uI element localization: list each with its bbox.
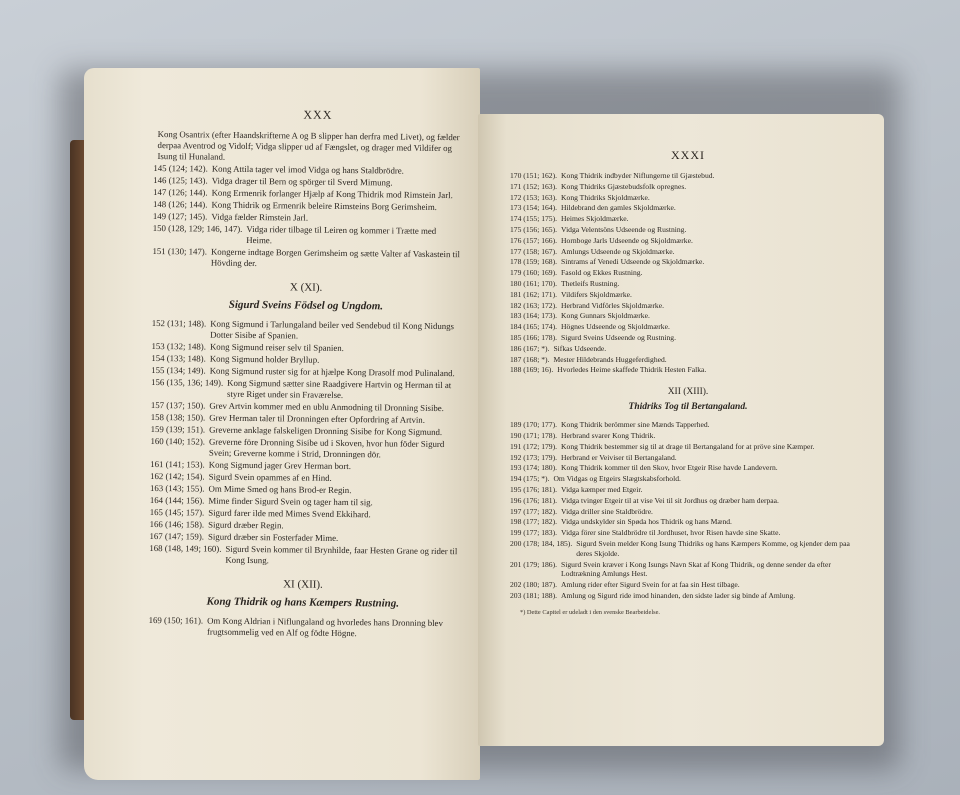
toc-entry	[510, 442, 866, 452]
entry-text: Amlungs Udseende og Skjoldmærke.	[561, 246, 675, 256]
toc-entry	[510, 539, 866, 559]
entry-ref: 171 (152; 163).	[510, 181, 558, 191]
entry-text: Kong Thidrik bestemmer sig til at drage til Bertangaland for at pröve sine Kæmper.	[561, 441, 815, 451]
toc-entry	[510, 247, 866, 257]
entry-ref: 170 (151; 162).	[510, 171, 558, 180]
toc-entry	[510, 268, 866, 278]
entry-ref: 160 (140; 152).	[150, 435, 206, 447]
entry-text: Kong Attila tager vel imod Vidga og hans Staldbrödre.	[211, 163, 404, 176]
entry-ref: 145 (124; 142).	[153, 162, 208, 174]
entry-ref: 165 (145; 157).	[149, 506, 205, 518]
entry-ref: 185 (166; 178).	[510, 332, 558, 342]
toc-entry	[510, 507, 866, 517]
entry-text: Om Vidgas og Etgeirs Slægtskabsforhold.	[553, 474, 681, 484]
toc-entry	[510, 474, 866, 484]
entry-ref: 164 (144; 156).	[149, 494, 205, 506]
toc-entry	[510, 257, 866, 267]
entry-ref: 146 (125; 143).	[153, 174, 208, 186]
entry-ref: 177 (158; 167).	[510, 246, 558, 256]
entry-ref: 148 (126; 144).	[152, 198, 208, 210]
entry-text: Greverne anklage falskeligen Dronning Sisibe for Kong Sigmund.	[209, 424, 443, 438]
entry-ref: 202 (180; 187).	[510, 580, 558, 590]
entry-ref: 180 (161; 170).	[510, 278, 558, 288]
entry-text: Fasold og Ekkes Rustning.	[561, 268, 643, 278]
entry-ref: 174 (155; 175).	[510, 214, 558, 224]
toc-entry	[510, 301, 866, 311]
entry-ref: 156 (135, 136; 149).	[151, 376, 224, 388]
entry-text: Greverne före Dronning Sisibe ud i Skoven, hvor hun föder Sigurd Svein; Greverne komme i Strid, Dronningen dör.	[208, 436, 445, 460]
entry-ref: 162 (142; 154).	[150, 470, 205, 482]
entry-text: Herbrand Vidförles Skjoldmærke.	[561, 300, 665, 310]
entry-text: Om Mime Smed og hans Brod-er Regin.	[208, 483, 352, 496]
toc-entry	[510, 171, 866, 181]
entry-text: Herbrand er Veiviser til Bertangaland.	[561, 452, 677, 462]
left-top-entries	[152, 129, 461, 271]
entry-text: Sigurd dræber Regin.	[208, 519, 284, 531]
section-subtitle: Thidriks Tog til Bertangaland.	[628, 402, 748, 413]
entry-text: Mime finder Sigurd Svein og tager ham til sig.	[208, 495, 373, 508]
toc-entry	[510, 560, 866, 580]
toc-entry	[510, 355, 866, 365]
entry-text: Kong Thidrik indbyder Niflungerne til Gjæstebud.	[561, 171, 715, 180]
entry-text: Thetleifs Rustning.	[561, 278, 620, 288]
toc-entry	[510, 591, 866, 601]
entry-text: Grev Herman taler til Dronningen efter Opfordring af Artvin.	[209, 412, 425, 425]
entry-ref: 181 (162; 171).	[510, 289, 558, 299]
entry-ref: 153 (132; 148).	[151, 340, 207, 352]
entry-ref: 176 (157; 166).	[510, 235, 558, 245]
entry-text: Kong Sigmund reiser selv til Spanien.	[209, 341, 344, 354]
entry-ref: 151 (130; 147).	[152, 245, 208, 257]
entry-ref: 178 (159; 168).	[510, 257, 558, 267]
entry-text: Kong Thidriks Skjoldmærke.	[561, 192, 650, 202]
entry-ref: 192 (173; 179).	[510, 452, 558, 462]
section-subtitle: Kong Thidrik og hans Kæmpers Rustning.	[206, 595, 400, 610]
entry-ref: 152 (131; 148).	[151, 317, 207, 329]
toc-entry	[510, 182, 866, 192]
toc-entry	[153, 129, 461, 165]
toc-entry	[510, 463, 866, 473]
entry-text: Vidga förer sine Staldbrödre til Jordhuset, hvor Risen havde sine Skatte.	[561, 528, 781, 538]
entry-text: Om Kong Aldrian i Niflungaland og hvorledes hans Dronning blev frugtsommelig ved en Alf og födte Högne.	[206, 615, 443, 639]
entry-text: Sigurd Svein kommer til Brynhilde, faar Hesten Grane og rider til Kong Isung.	[225, 543, 458, 566]
toc-entry	[510, 453, 866, 463]
entry-ref: 194 (175; *).	[510, 474, 550, 484]
entry-ref: 195 (176; 181).	[510, 484, 558, 494]
footnote: *) Dette Capitel er udeladt i den svenske Bearbeidelse.	[520, 608, 661, 616]
entry-text: Kong Thidriks Gjæstebudsfolk opregnes.	[561, 181, 687, 191]
entry-ref: 155 (134; 149).	[151, 364, 206, 376]
entry-ref: 161 (141; 153).	[150, 458, 205, 470]
section-heading: XII (XIII).	[667, 387, 709, 398]
entry-ref: 201 (179; 186).	[510, 559, 558, 569]
entry-ref: 159 (139; 151).	[150, 423, 206, 435]
entry-text: Vidga Velentsöns Udseende og Rustning.	[561, 224, 687, 234]
entry-text: Vidga kæmper med Etgeir.	[561, 484, 643, 494]
section-heading: XI (XII).	[283, 578, 323, 591]
entry-ref: 167 (147; 159).	[149, 530, 205, 542]
toc-entry	[510, 580, 866, 590]
entry-text: Vidga drager til Bern og spörger til Sverd Mimung.	[211, 175, 393, 188]
entry-ref: 149 (127; 145).	[152, 210, 208, 222]
entry-ref: 157 (137; 150).	[150, 399, 206, 411]
entry-text: Kong Ermenrik forlanger Hjælp af Kong Thidrik mod Rimstein Jarl.	[211, 187, 453, 201]
entry-text: Vidga tvinger Etgeir til at vise Vei til sit Jordhus og dræber ham derpaa.	[561, 495, 779, 505]
toc-entry	[510, 420, 866, 430]
toc-entry	[510, 517, 866, 527]
toc-entry	[510, 236, 866, 246]
entry-text: Vidga driller sine Staldbrödre.	[561, 506, 653, 516]
entry-ref: 200 (178; 184, 185).	[510, 538, 573, 548]
entry-text: Högnes Udseende og Skjoldmærke.	[561, 322, 670, 332]
entry-ref: 191 (172; 179).	[510, 441, 558, 451]
entry-text: Kong Osantrix (efter Haandskrifterne A og B slipper han derfra med Livet), og fælder derpaa Aventrod og Vidolf; Vidga slipper ud af Fængslet, og drager med Vildifer og Isung til Hunaland.	[157, 129, 460, 162]
toc-entry	[510, 290, 866, 300]
entry-text: Sifkas Udseende.	[553, 343, 607, 353]
entry-text: Kong Sigmund holder Bryllup.	[209, 353, 320, 365]
entry-text: Vidga undskylder sin Spøda hos Thidrik og hans Mænd.	[561, 517, 732, 527]
section-xii-entries	[510, 420, 866, 601]
entry-ref: 163 (143; 155).	[149, 482, 205, 494]
entry-ref: 169 (150; 161).	[148, 614, 204, 626]
entry-text: Vidga fælder Rimstein Jarl.	[211, 211, 309, 223]
entry-ref: 166 (146; 158).	[149, 518, 205, 530]
entry-text: Kong Thidrik berömmer sine Mænds Tapperhed.	[561, 420, 710, 430]
toc-entry	[510, 431, 866, 441]
toc-entry	[149, 543, 457, 568]
entry-ref: 199 (177; 183).	[510, 528, 558, 538]
toc-entry	[150, 436, 458, 461]
toc-entry	[510, 496, 866, 506]
entry-text: Sigurd dræber sin Fosterfader Mime.	[207, 531, 339, 543]
toc-entry	[510, 485, 866, 495]
section-xi-entries	[148, 615, 456, 640]
right-page	[478, 114, 884, 746]
entry-ref: 187 (168; *).	[510, 354, 550, 364]
entry-text: Vidga rider tilbage til Leiren og kommer i Trætte med Heime.	[246, 223, 437, 246]
entry-text: Hornboge Jarls Udseende og Skjoldmærke.	[561, 235, 693, 245]
entry-ref: 154 (133; 148).	[151, 352, 206, 364]
entry-text: Hildebrand den gamles Skjoldmærke.	[561, 203, 676, 213]
entry-text: Vildifers Skjoldmærke.	[561, 289, 632, 299]
entry-text: Heimes Skjoldmærke.	[561, 214, 629, 224]
entry-ref: 147 (126; 144).	[153, 186, 208, 198]
entry-ref: 175 (156; 165).	[510, 224, 558, 234]
toc-entry	[510, 279, 866, 289]
entry-text: Sigurd farer ilde med Mimes Svend Ekkihard.	[208, 507, 371, 520]
entry-text: Herbrand svarer Kong Thidrik.	[561, 430, 656, 440]
toc-entry	[510, 365, 866, 375]
toc-entry	[510, 193, 866, 203]
toc-entry	[510, 322, 866, 332]
left-page-content	[148, 106, 462, 640]
toc-entry	[152, 318, 460, 343]
entry-ref: 203 (181; 188).	[510, 590, 558, 600]
toc-entry	[510, 528, 866, 538]
toc-entry	[151, 377, 459, 402]
entry-ref: 186 (167; *).	[510, 343, 550, 353]
entry-ref: 173 (154; 164).	[510, 203, 558, 213]
entry-ref: 188 (169; 16).	[510, 365, 554, 375]
entry-ref: 193 (174; 180).	[510, 463, 558, 473]
right-top-entries	[510, 171, 866, 375]
entry-text: Kong Gunnars Skjoldmærke.	[561, 311, 650, 321]
entry-text: Hvorledes Heime skaffede Thidrik Hesten Falka.	[557, 365, 707, 375]
entry-text: Sigurd Svein kræver i Kong Isungs Navn Skat af Kong Thidrik, og denne sender da efter Lodtrækning Amlungs Hest.	[561, 559, 831, 579]
entry-text: Amlung rider efter Sigurd Svein for at faa sin Hest tilbage.	[561, 580, 740, 590]
entry-text: Sigurd Svein opammes af en Hind.	[208, 471, 332, 483]
entry-text: Amlung og Sigurd ride imod hinanden, den sidste lader sig binde af Amlung.	[561, 590, 796, 600]
entry-ref: 179 (160; 169).	[510, 268, 558, 278]
entry-ref: 189 (170; 177).	[510, 420, 558, 430]
entry-ref: 197 (177; 182).	[510, 506, 558, 516]
entry-text: Grev Artvin kommer med en ublu Anmodning til Dronning Sisibe.	[209, 400, 444, 414]
toc-entry	[510, 225, 866, 235]
toc-entry	[510, 333, 866, 343]
entry-text: Sigurd Svein melder Kong Isung Thidriks og hans Kæmpers Komme, og kjender dem paa deres Skjolde.	[576, 538, 850, 558]
toc-entry	[510, 203, 866, 213]
toc-entry	[152, 246, 460, 271]
entry-ref: 183 (164; 173).	[510, 311, 558, 321]
toc-entry	[510, 311, 866, 321]
entry-ref: 182 (163; 172).	[510, 300, 558, 310]
entry-ref: 198 (177; 182).	[510, 517, 558, 527]
entry-text: Kongerne indtage Borgen Gerimsheim og sætte Valter af Vaskastein til Hövding der.	[210, 246, 460, 269]
entry-text: Kong Sigmund sætter sine Raadgivere Hartvin og Herman til at styre Riget under sin Fraværelse.	[227, 377, 452, 400]
left-page-number: XXX	[303, 107, 333, 122]
left-page	[84, 68, 480, 780]
entry-text: Kong Sigmund ruster sig for at hjælpe Kong Drasolf mod Pulinaland.	[209, 365, 455, 379]
toc-entry	[148, 615, 456, 640]
entry-text: Kong Thidrik og Ermenrik beleire Rimsteins Borg Gerimsheim.	[211, 199, 437, 212]
entry-ref: 150 (128, 129; 146, 147).	[152, 222, 243, 234]
entry-ref: 158 (138; 150).	[150, 411, 206, 423]
entry-ref: 196 (176; 181).	[510, 495, 558, 505]
entry-ref: 172 (153; 163).	[510, 192, 558, 202]
entry-ref: 190 (171; 178).	[510, 430, 558, 440]
entry-text: Sigurd Sveins Udseende og Rustning.	[561, 332, 677, 342]
entry-ref: 184 (165; 174).	[510, 322, 558, 332]
section-x-entries	[149, 318, 460, 568]
toc-entry	[510, 344, 866, 354]
section-heading: X (XI).	[289, 281, 323, 294]
entry-text: Sintrams af Venedi Udseende og Skjoldmærke.	[561, 257, 705, 267]
entry-text: Kong Thidrik kommer til den Skov, hvor Etgeir Rise havde Landevern.	[561, 463, 778, 473]
entry-text: Kong Sigmund jager Grev Herman bort.	[208, 459, 351, 472]
entry-ref: 168 (148, 149; 160).	[149, 542, 222, 554]
entry-text: Mester Hildebrands Huggeferdighed.	[553, 354, 667, 364]
toc-entry	[510, 214, 866, 224]
entry-text: Kong Sigmund i Tarlungaland beiler ved Sendebud til Kong Nidungs Dotter Sisibe af Spanien.	[210, 318, 455, 341]
right-page-number: XXXI	[671, 148, 705, 162]
toc-entry	[153, 223, 461, 248]
section-subtitle: Sigurd Sveins Födsel og Ungdom.	[228, 298, 384, 313]
